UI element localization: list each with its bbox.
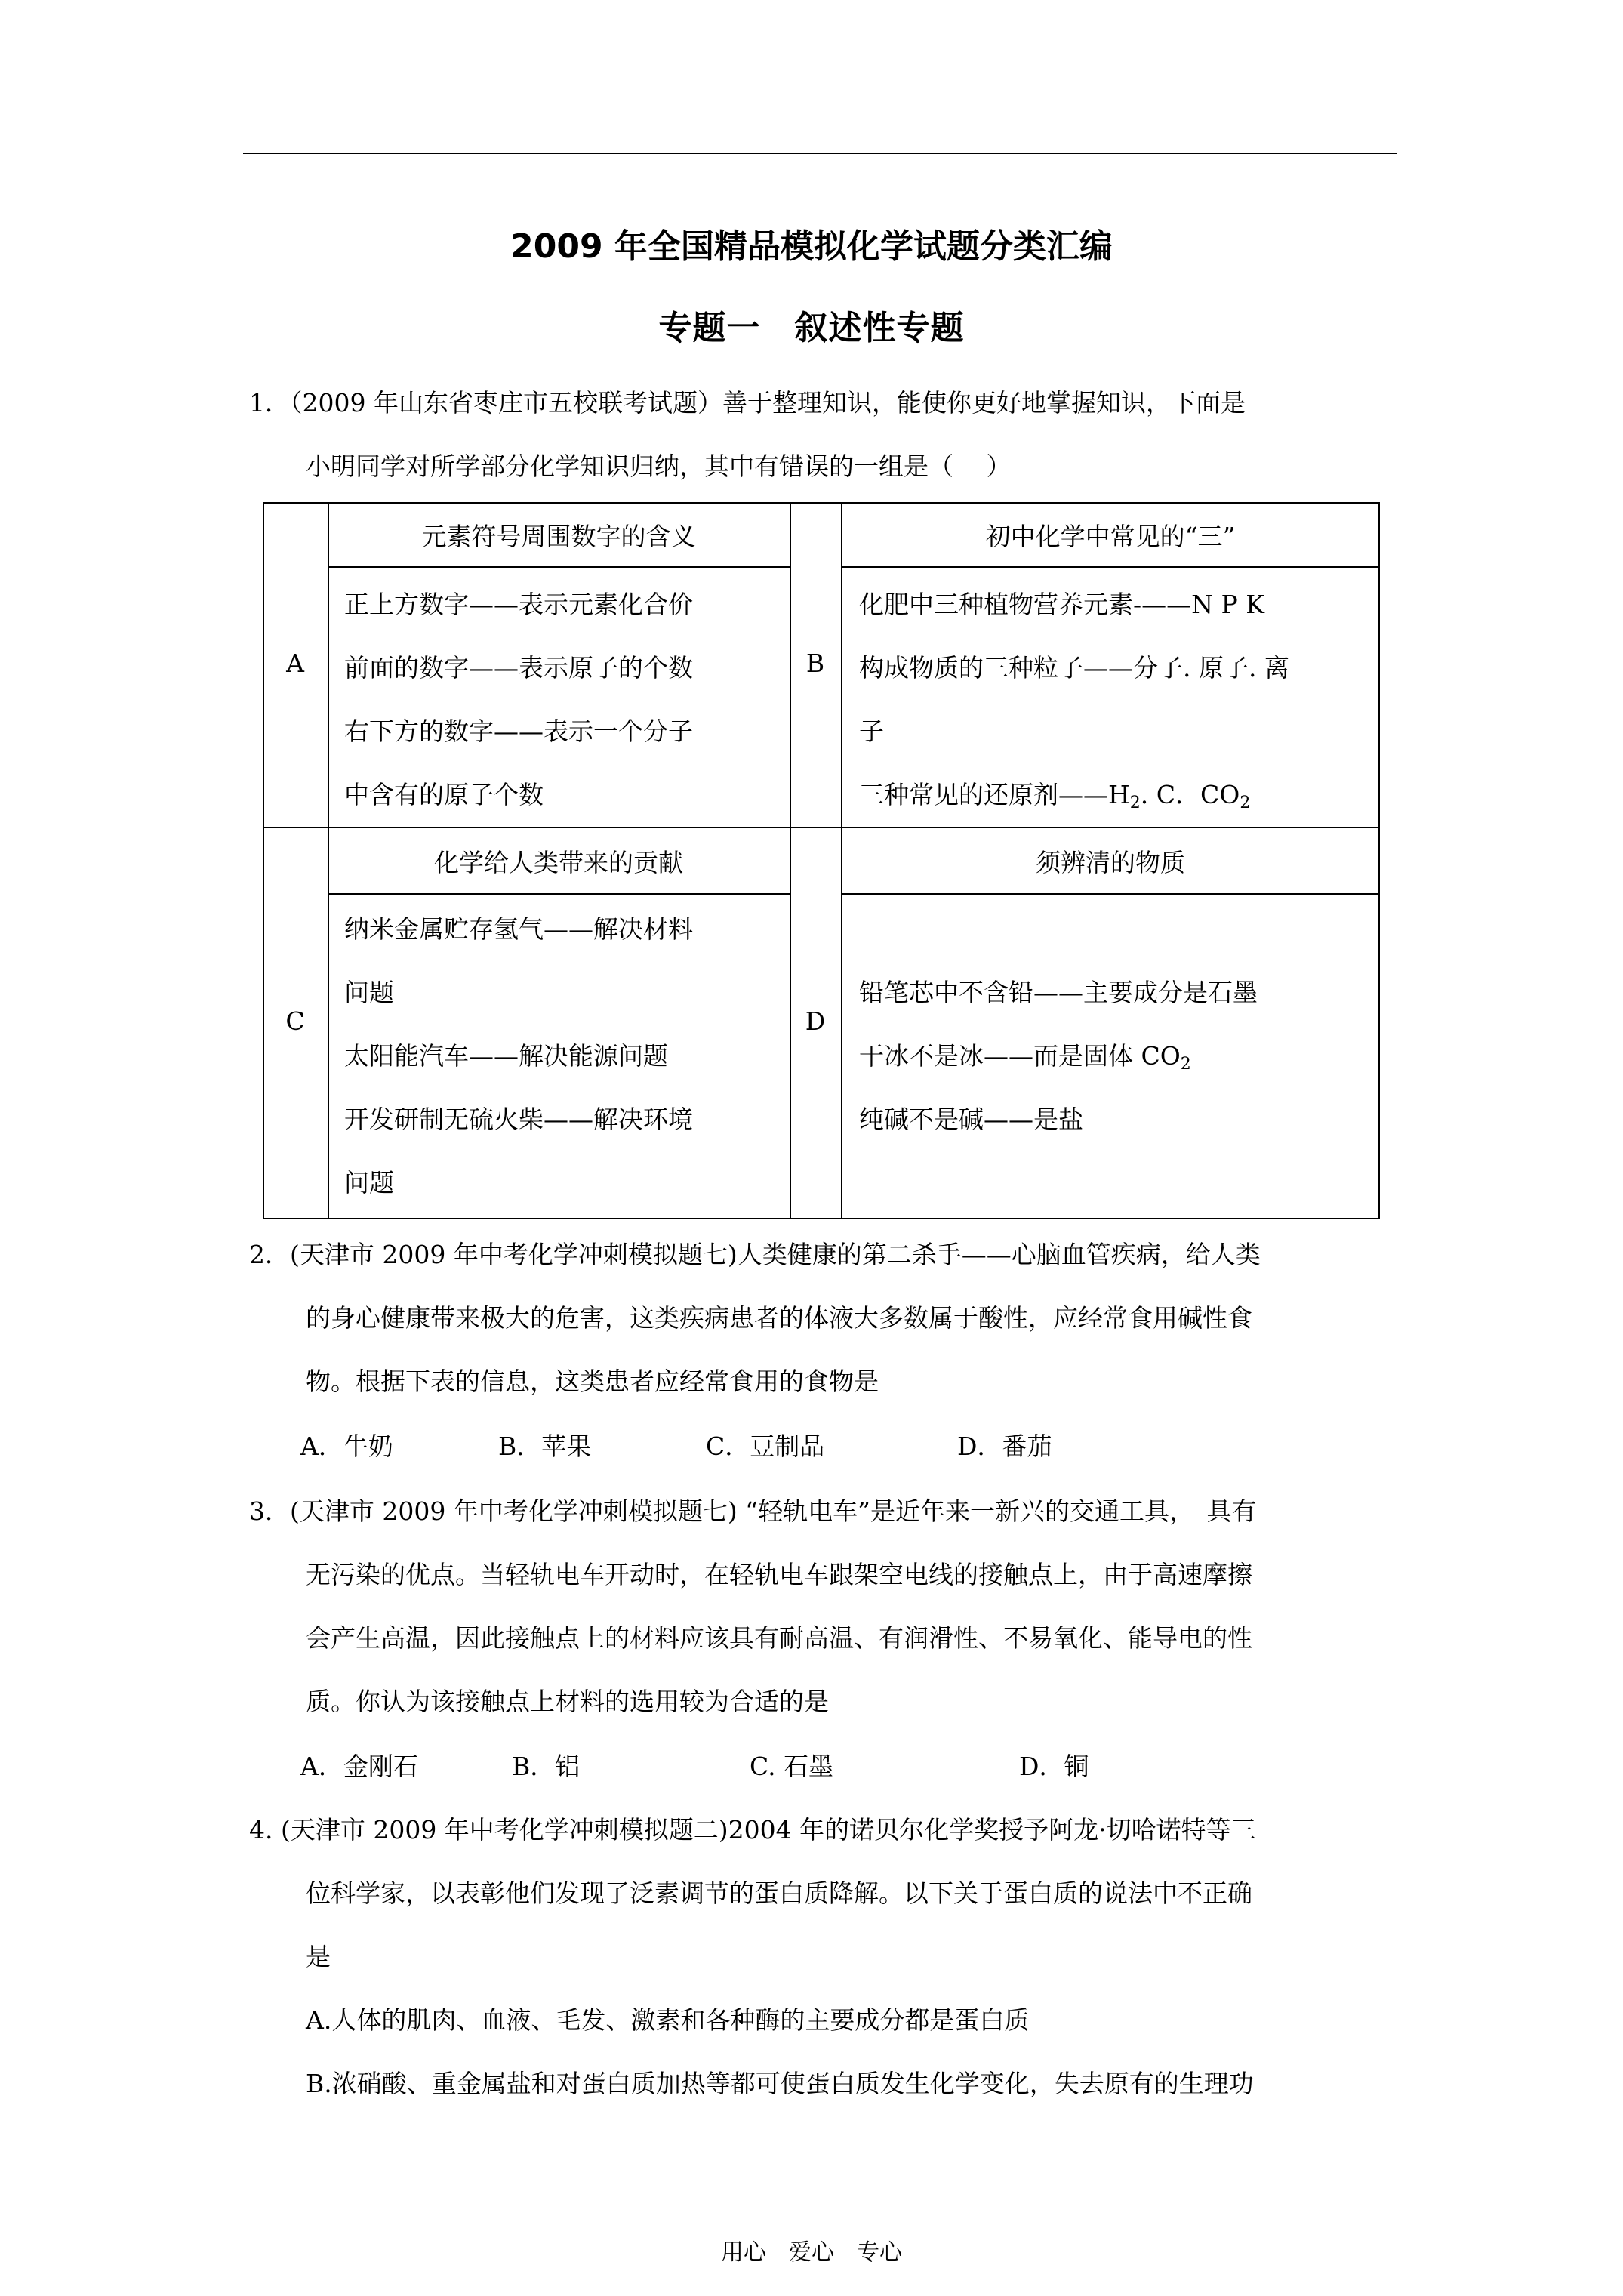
- q3-line-1: 3．(天津市 2009 年中考化学冲刺模拟题七) “轻轨电车”是近年来一新兴的交通工具， 具有: [249, 1496, 1257, 1526]
- cell-a-line: 中含有的原子个数: [344, 780, 544, 809]
- q4-option-a: A.人体的肌肉、血液、毛发、激素和各种酶的主要成分都是蛋白质: [306, 2005, 1030, 2035]
- q1-line-2: 小明同学对所学部分化学知识归纳，其中有错误的一组是（ ）: [306, 451, 1012, 481]
- q1-line-1: 1．（2009 年山东省枣庄市五校联考试题）善于整理知识，能使你更好地掌握知识，下面是: [249, 388, 1246, 418]
- cell-d-line: 铅笔芯中不含铅——主要成分是石墨: [859, 978, 1258, 1007]
- q2-line-3: 物。根据下表的信息，这类患者应经常食用的食物是: [306, 1367, 879, 1396]
- cell-b-reducers-line: 三种常见的还原剂$——H_2$. C．$CO_2$: [859, 780, 1251, 812]
- page-footer: 用心 爱心 专心: [721, 2239, 902, 2266]
- q4-option-b: B.浓硝酸、重金属盐和对蛋白质加热等都可使蛋白质发生化学变化，失去原有的生理功: [306, 2069, 1254, 2098]
- q3-line-3: 会产生高温，因此接触点上的材料应该具有耐高温、有润滑性、不易氧化、能导电的性: [306, 1623, 1252, 1653]
- cell-a-line: 右下方的数字——表示一个分子: [344, 717, 693, 746]
- header-rule: [243, 153, 1397, 154]
- q4-line-1: 4. (天津市 2009 年中考化学冲刺模拟题二)2004 年的诺贝尔化学奖授予阿龙·切哈诺特等三: [249, 1815, 1256, 1845]
- cell-d-header: 须辨清的物质: [1036, 848, 1185, 877]
- q4-line-2: 位科学家，以表彰他们发现了泛素调节的蛋白质降解。以下关于蛋白质的说法中不正确: [306, 1878, 1252, 1908]
- cell-a-header: 元素符号周围数字的含义: [421, 522, 696, 551]
- cell-a-label: A: [286, 649, 304, 678]
- q3-option-b: B．铝: [512, 1752, 581, 1781]
- cell-b-line: 化肥中三种植物营养元素-——N P K: [859, 590, 1264, 619]
- cell-b-label: B: [805, 649, 825, 678]
- cell-c-line: 开发研制无硫火柴——解决环境: [344, 1105, 693, 1134]
- cell-c-line: 纳米金属贮存氢气——解决材料: [344, 914, 693, 944]
- document-subtitle: 专题一 叙述性专题: [658, 309, 965, 347]
- cell-d-line: 干冰不是冰——而是固体 $CO_2$: [859, 1041, 1191, 1074]
- q2-option-b: B．苹果: [498, 1432, 592, 1461]
- q3-option-d: D．铜: [1019, 1752, 1089, 1781]
- q3-option-c: C. 石墨: [750, 1752, 834, 1781]
- q3-line-4: 质。你认为该接触点上材料的选用较为合适的是: [306, 1687, 829, 1716]
- cell-c-line: 问题: [344, 978, 394, 1007]
- cell-a-line: 前面的数字——表示原子的个数: [344, 653, 693, 683]
- q3-option-a: A．金刚石: [300, 1752, 418, 1781]
- q4-line-3: 是: [306, 1942, 331, 1971]
- q2-line-2: 的身心健康带来极大的危害，这类疾病患者的体液大多数属于酸性，应经常食用碱性食: [306, 1303, 1252, 1333]
- cell-b-header: 初中化学中常见的“三”: [985, 522, 1236, 551]
- q2-option-c: C．豆制品: [706, 1432, 825, 1461]
- cell-d-label: D: [805, 1006, 826, 1036]
- cell-b-line: 子: [859, 717, 884, 746]
- cell-c-label: C: [285, 1006, 305, 1036]
- cell-d-line: 纯碱不是碱——是盐: [859, 1105, 1083, 1134]
- cell-c-header: 化学给人类带来的贡献: [434, 848, 683, 877]
- cell-a-line: 正上方数字——表示元素化合价: [344, 590, 693, 619]
- q1-table: [263, 502, 1380, 1219]
- cell-c-line: 太阳能汽车——解决能源问题: [344, 1041, 668, 1071]
- document-title: 2009 年全国精品模拟化学试题分类汇编: [510, 227, 1113, 266]
- q2-line-1: 2．(天津市 2009 年中考化学冲刺模拟题七)人类健康的第二杀手——心脑血管疾病，给人类: [249, 1240, 1261, 1269]
- q2-option-d: D．番茄: [957, 1432, 1052, 1461]
- cell-c-line: 问题: [344, 1168, 394, 1197]
- q3-line-2: 无污染的优点。当轻轨电车开动时，在轻轨电车跟架空电线的接触点上，由于高速摩擦: [306, 1560, 1252, 1589]
- q2-option-a: A．牛奶: [300, 1432, 393, 1461]
- cell-b-line: 构成物质的三种粒子——分子. 原子. 离: [859, 653, 1289, 683]
